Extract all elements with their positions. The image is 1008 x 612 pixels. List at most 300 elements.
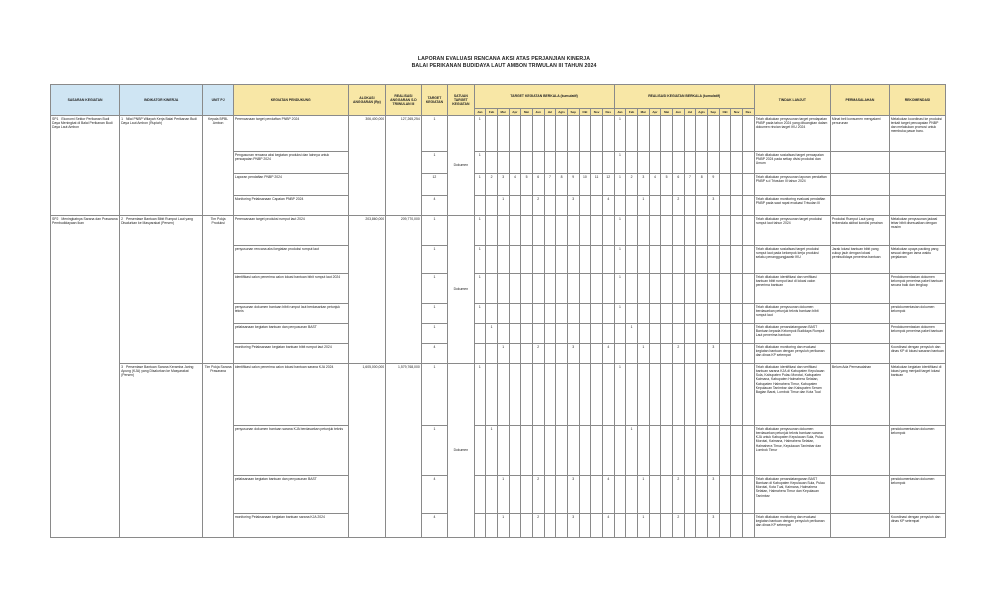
tindak-lanjut-cell: Telah dilakukan penandatanganan BAST Bantuan di Kabupaten Kepulauan Sula, Pulau Morotai, Kota Tual, Kaimana, Halmahera Selatan, Halmahera Timur dan Kepulauan Tanimbar <box>754 476 830 514</box>
permasalahan-cell <box>830 426 889 476</box>
target-month-cell: 12 <box>602 174 614 196</box>
target-month-cell <box>497 274 509 304</box>
target-month-cell <box>497 152 509 174</box>
realisasi-month-cell <box>661 514 673 538</box>
realisasi-month-cell <box>707 116 719 152</box>
header-month: Jul <box>544 109 556 116</box>
realisasi-month-cell <box>742 274 754 304</box>
target-month-cell <box>486 514 498 538</box>
realisasi-month-cell <box>719 196 731 216</box>
target-month-cell <box>509 152 521 174</box>
realisasi-month-cell <box>637 246 649 274</box>
permasalahan-cell: Produksi Rumput Laut yang terkendala akibat kondisi perairan <box>830 216 889 246</box>
header-month: Jan <box>614 109 626 116</box>
realisasi-month-cell <box>626 476 638 514</box>
realisasi-month-cell <box>684 364 696 426</box>
target-month-cell <box>579 426 591 476</box>
target-month-cell: 8 <box>556 174 568 196</box>
target-month-cell <box>591 476 603 514</box>
realisasi-month-cell <box>684 274 696 304</box>
sasaran-cell <box>51 216 120 538</box>
header-month: Okt <box>719 109 731 116</box>
rekomendasi-cell <box>889 174 945 196</box>
target-month-cell: 1 <box>497 476 509 514</box>
target-month-cell <box>509 476 521 514</box>
target-month-cell <box>579 216 591 246</box>
target-month-cell <box>474 196 486 216</box>
realisasi-month-cell <box>661 274 673 304</box>
target-month-cell <box>497 116 509 152</box>
target-month-cell <box>556 196 568 216</box>
target-month-cell <box>591 364 603 426</box>
realisasi-month-cell <box>614 476 626 514</box>
realisasi-month-cell <box>661 216 673 246</box>
alokasi-cell: 1,605,000,000 <box>348 364 386 538</box>
realisasi-month-cell <box>684 216 696 246</box>
target-month-cell <box>602 324 614 344</box>
realisasi-month-cell <box>649 274 661 304</box>
target-month-cell <box>544 426 556 476</box>
rekomendasi-cell: pendokumentasian dokumen kelompok <box>889 476 945 514</box>
realisasi-month-cell <box>626 216 638 246</box>
header-month: Agts <box>556 109 568 116</box>
realisasi-month-cell: 5 <box>661 174 673 196</box>
realisasi-month-cell <box>661 324 673 344</box>
rekomendasi-cell: Melakukan koordinasi ke produksi terkait target pencapaian PNBP dan melakukan promosi untuk membuka pasar baru. <box>889 116 945 152</box>
target-month-cell <box>579 324 591 344</box>
realisasi-month-cell <box>649 324 661 344</box>
target-month-cell <box>579 196 591 216</box>
satuan-cell: Dokumen <box>448 116 474 216</box>
target-cell: 1 <box>421 116 447 152</box>
target-cell: 1 <box>421 216 447 246</box>
realisasi-month-cell <box>696 344 708 364</box>
realisasi-month-cell <box>614 196 626 216</box>
realisasi-month-cell <box>626 344 638 364</box>
target-month-cell <box>486 152 498 174</box>
sasaran-number: SP2 <box>52 216 59 221</box>
realisasi-month-cell <box>614 324 626 344</box>
realisasi-month-cell <box>672 246 684 274</box>
target-month-cell <box>521 274 533 304</box>
unit-cell: Kepala BPBL Ambon <box>203 116 233 216</box>
realisasi-month-cell: 1 <box>637 344 649 364</box>
target-month-cell <box>544 152 556 174</box>
realisasi-month-cell: 9 <box>707 174 719 196</box>
indikator-cell <box>120 216 203 364</box>
sasaran-cell <box>51 116 120 216</box>
realisasi-month-cell <box>661 476 673 514</box>
target-month-cell: 4 <box>602 196 614 216</box>
header-indikator: INDIKATOR KINERJA <box>120 85 203 116</box>
realisasi-month-cell <box>742 344 754 364</box>
realisasi-month-cell: 1 <box>637 196 649 216</box>
realisasi-month-cell: 1 <box>626 426 638 476</box>
target-month-cell: 1 <box>474 116 486 152</box>
target-month-cell <box>497 216 509 246</box>
target-month-cell: 1 <box>474 246 486 274</box>
target-month-cell <box>509 196 521 216</box>
kegiatan-cell: monitoring Pelaksanaan kegiatan bantuan sarana KJA 2024 <box>233 514 348 538</box>
realisasi-month-cell <box>637 216 649 246</box>
header-month: Mei <box>661 109 673 116</box>
realisasi-month-cell <box>731 344 743 364</box>
target-month-cell <box>474 324 486 344</box>
target-cell: 1 <box>421 426 447 476</box>
indikator-number: 3 <box>121 364 123 369</box>
target-month-cell <box>591 246 603 274</box>
header-target-kegiatan: TARGET KEGIATAN <box>421 85 447 116</box>
permasalahan-cell <box>830 514 889 538</box>
realisasi-month-cell <box>661 304 673 324</box>
target-month-cell: 1 <box>497 344 509 364</box>
permasalahan-cell <box>830 344 889 364</box>
target-month-cell <box>521 426 533 476</box>
target-month-cell: 2 <box>532 476 544 514</box>
rekomendasi-cell: pendokumentasian dokumen kelompok <box>889 304 945 324</box>
tindak-lanjut-cell: Telah dilakukan monitoring dan evaluasi kegiatan bantuan dengan penyuluh perikanan dan dinas KP setempat <box>754 344 830 364</box>
target-month-cell <box>544 324 556 344</box>
alokasi-cell: 203,860,000 <box>348 216 386 364</box>
realisasi-month-cell: 2 <box>672 344 684 364</box>
header-month: Nov <box>731 109 743 116</box>
sasaran-number: SP1 <box>52 116 59 121</box>
realisasi-month-cell <box>672 364 684 426</box>
realisasi-month-cell <box>696 116 708 152</box>
target-month-cell <box>591 344 603 364</box>
realisasi-month-cell: 3 <box>707 514 719 538</box>
header-month: Okt <box>579 109 591 116</box>
target-month-cell <box>591 324 603 344</box>
tindak-lanjut-cell: Telah dilakukan penyusunan laporan pendaftan PNBP s.d Triwulan III tahun 2024 <box>754 174 830 196</box>
realisasi-month-cell <box>626 364 638 426</box>
target-month-cell <box>579 344 591 364</box>
realisasi-month-cell: 1 <box>614 116 626 152</box>
target-month-cell <box>509 426 521 476</box>
tindak-lanjut-cell: Telah dilakukan identifikasi dan verifikasi bantuan sarana KJA di Kabupaten Kepulauan Sula, Kabupaten Pulau Morotai, Kabupaten Kaimana, Kabupaten Halmahera Selatan, Kabupaten Halmahera Timur, Kabupaten Kepulauan Tanimbar dan Kabupaten Seram Bagian Barat, Lombok Timur dan Kota Tual <box>754 364 830 426</box>
rekomendasi-cell: Pendokumentasian dokumen kelompok penerima paket bantuan secara baik dan lengkap <box>889 274 945 304</box>
header-realisasi-anggaran: REALISASI ANGGARAN S.D TRIWULAN III <box>386 85 422 116</box>
alokasi-cell: 306,400,000 <box>348 116 386 216</box>
target-month-cell <box>521 196 533 216</box>
realisasi-month-cell <box>696 246 708 274</box>
target-month-cell <box>602 304 614 324</box>
realisasi-month-cell <box>707 152 719 174</box>
target-month-cell <box>486 364 498 426</box>
target-month-cell: 1 <box>474 274 486 304</box>
realisasi-anggaran-cell: 209,770,000 <box>386 216 422 364</box>
target-month-cell <box>497 304 509 324</box>
target-month-cell <box>602 426 614 476</box>
target-month-cell <box>567 364 579 426</box>
realisasi-month-cell <box>731 476 743 514</box>
realisasi-month-cell <box>614 426 626 476</box>
rekomendasi-cell <box>889 152 945 174</box>
realisasi-month-cell <box>637 426 649 476</box>
realisasi-month-cell <box>684 476 696 514</box>
permasalahan-cell: Jarak lokasi bantuan bibit yang cukup jauh dengan lokasi pembudidaya penerima bantuan <box>830 246 889 274</box>
realisasi-month-cell <box>637 152 649 174</box>
realisasi-month-cell <box>719 324 731 344</box>
realisasi-month-cell <box>731 152 743 174</box>
header-month: Apr <box>649 109 661 116</box>
realisasi-month-cell <box>672 152 684 174</box>
realisasi-month-cell <box>707 324 719 344</box>
target-month-cell <box>509 344 521 364</box>
realisasi-month-cell <box>719 174 731 196</box>
kegiatan-cell: penyusunan dokumen bantuan sarana KJA berdasarkan petunjuk teknis <box>233 426 348 476</box>
target-month-cell <box>521 304 533 324</box>
target-month-cell <box>474 514 486 538</box>
table-row <box>51 364 946 426</box>
target-month-cell <box>579 304 591 324</box>
target-month-cell <box>556 514 568 538</box>
realisasi-month-cell <box>731 216 743 246</box>
header-month: Mar <box>637 109 649 116</box>
rekomendasi-cell: Melakukan kegiatan identifikasi di lokasi yang menjadi target lokasi bantuan <box>889 364 945 426</box>
rekomendasi-cell: Melakukan upaya packing yang sesuai dengan lama waktu perjalanan <box>889 246 945 274</box>
realisasi-month-cell: 2 <box>672 476 684 514</box>
target-month-cell <box>486 476 498 514</box>
realisasi-month-cell: 4 <box>649 174 661 196</box>
tindak-lanjut-cell: Telah dilakukan monitoring dan evaluasi kegiatan bantuan dengan penyuluh perikanan dan dinas KP setempat <box>754 514 830 538</box>
target-cell: 1 <box>421 364 447 426</box>
target-month-cell <box>521 364 533 426</box>
table-row <box>51 216 946 246</box>
satuan-cell: Dokumen <box>448 364 474 538</box>
realisasi-month-cell <box>696 514 708 538</box>
target-month-cell <box>474 426 486 476</box>
realisasi-month-cell <box>649 364 661 426</box>
target-month-cell <box>521 246 533 274</box>
realisasi-month-cell <box>649 246 661 274</box>
realisasi-month-cell <box>661 364 673 426</box>
target-month-cell <box>486 344 498 364</box>
tindak-lanjut-cell: Telah dilakukan sosialisasi target pencapaian PNBP 2024 pada setiap divisi produksi dan Umum <box>754 152 830 174</box>
indikator-cell <box>120 364 203 538</box>
realisasi-month-cell <box>684 344 696 364</box>
target-month-cell <box>579 514 591 538</box>
realisasi-month-cell: 3 <box>707 476 719 514</box>
permasalahan-cell <box>830 152 889 174</box>
satuan-cell: Dokumen <box>448 216 474 364</box>
tindak-lanjut-cell: Telah dilakukan penandatanganan BAST Bantuan kepada Kelompok Budidaya Rumput Laut penerima bantuan <box>754 324 830 344</box>
realisasi-month-cell <box>626 274 638 304</box>
target-month-cell <box>509 116 521 152</box>
target-month-cell <box>521 152 533 174</box>
realisasi-month-cell <box>742 152 754 174</box>
header-target-berkala: TARGET KEGIATAN BERKALA (kumulatif) <box>474 85 614 109</box>
realisasi-month-cell <box>684 426 696 476</box>
header-month: Des <box>742 109 754 116</box>
realisasi-month-cell <box>649 344 661 364</box>
realisasi-month-cell <box>707 426 719 476</box>
kegiatan-cell: monitoring Pelaksanaan kegiatan bantuan bibit rumput laut 2024 <box>233 344 348 364</box>
realisasi-month-cell <box>684 514 696 538</box>
realisasi-month-cell <box>719 152 731 174</box>
target-month-cell <box>602 274 614 304</box>
target-month-cell <box>544 196 556 216</box>
target-month-cell <box>602 116 614 152</box>
target-cell: 4 <box>421 344 447 364</box>
target-month-cell <box>544 246 556 274</box>
target-month-cell <box>521 476 533 514</box>
target-month-cell <box>509 216 521 246</box>
realisasi-month-cell <box>649 476 661 514</box>
indikator-text: Nilai PNBP Wilayah Kerja Balai Perikanan Budi Daya Laut Ambon (Rupiah) <box>121 116 197 125</box>
realisasi-month-cell <box>626 514 638 538</box>
target-month-cell: 4 <box>602 476 614 514</box>
realisasi-month-cell <box>696 216 708 246</box>
target-month-cell: 2 <box>532 196 544 216</box>
realisasi-month-cell <box>661 116 673 152</box>
realisasi-month-cell <box>672 304 684 324</box>
target-month-cell <box>591 196 603 216</box>
indikator-text: Persentase Bantuan Sarana Keramba Jaring Apung (KJA) yang Disalurkan ke Masyarakat (Persen) <box>121 364 194 378</box>
target-month-cell: 1 <box>474 364 486 426</box>
target-month-cell <box>556 274 568 304</box>
realisasi-month-cell <box>742 116 754 152</box>
target-month-cell <box>591 426 603 476</box>
realisasi-month-cell <box>684 152 696 174</box>
realisasi-month-cell <box>672 216 684 246</box>
target-month-cell <box>544 304 556 324</box>
header-month: Mei <box>521 109 533 116</box>
header-month: Jun <box>532 109 544 116</box>
target-month-cell <box>474 476 486 514</box>
kegiatan-cell: pelaksanaan kegiatan bantuan dan penyusunan BAST <box>233 324 348 344</box>
realisasi-month-cell <box>672 426 684 476</box>
target-month-cell <box>532 246 544 274</box>
permasalahan-cell: Belum Ada Permasalahan <box>830 364 889 426</box>
indikator-number: 2 <box>121 216 123 221</box>
kegiatan-cell: penyusunan dokumen bantuan bibit rumput laut berdasarkan petunjuk teknis <box>233 304 348 324</box>
target-month-cell <box>544 364 556 426</box>
realisasi-month-cell <box>661 152 673 174</box>
kegiatan-cell: penyusunan rencana aksi kegiatan produksi rumput laut <box>233 246 348 274</box>
realisasi-month-cell: 3 <box>707 344 719 364</box>
target-month-cell: 9 <box>567 174 579 196</box>
target-month-cell: 1 <box>474 152 486 174</box>
target-month-cell <box>521 216 533 246</box>
target-month-cell <box>579 246 591 274</box>
tindak-lanjut-cell: Telah dilakukan penyusunan target produksi rumput laut tahun 2024 <box>754 216 830 246</box>
realisasi-month-cell <box>614 514 626 538</box>
realisasi-month-cell <box>637 116 649 152</box>
header-month: Nov <box>591 109 603 116</box>
target-month-cell <box>532 116 544 152</box>
header-unit: UNIT PJ <box>203 85 233 116</box>
realisasi-month-cell <box>684 246 696 274</box>
target-month-cell: 4 <box>602 514 614 538</box>
kegiatan-cell: Monitoring Pelaksanaan Capaian PNBP 2024 <box>233 196 348 216</box>
realisasi-month-cell <box>742 324 754 344</box>
target-month-cell <box>579 364 591 426</box>
target-month-cell <box>544 344 556 364</box>
realisasi-month-cell <box>731 246 743 274</box>
indikator-number: 1 <box>121 116 123 121</box>
realisasi-month-cell <box>626 246 638 274</box>
target-month-cell <box>509 324 521 344</box>
tindak-lanjut-cell: Telah dilakukan sosialisasi target produksi rumput laut pada kelompok kerja produksi selaku penanggungjawab IKU <box>754 246 830 274</box>
header-kegiatan: KEGIATAN PENDUKUNG <box>233 85 348 116</box>
target-month-cell: 2 <box>532 514 544 538</box>
header-month: Sep <box>567 109 579 116</box>
permasalahan-cell <box>830 196 889 216</box>
realisasi-month-cell <box>742 304 754 324</box>
target-month-cell: 2 <box>532 344 544 364</box>
header-month: Des <box>602 109 614 116</box>
target-month-cell: 3 <box>567 476 579 514</box>
realisasi-month-cell <box>626 196 638 216</box>
header-month: Feb <box>626 109 638 116</box>
header-sasaran: SASARAN KEGIATAN <box>51 85 120 116</box>
realisasi-month-cell <box>637 324 649 344</box>
rekomendasi-cell: Pendokumentasian dokumen kelompok penerima paket bantuan <box>889 324 945 344</box>
report-title: LAPORAN EVALUASI RENCANA AKSI ATAS PERJANJIAN KINERJA <box>417 56 591 62</box>
target-month-cell <box>544 476 556 514</box>
target-month-cell <box>521 324 533 344</box>
realisasi-month-cell <box>707 216 719 246</box>
unit-cell: Tim Pokja Sarana Prasarana <box>203 364 233 538</box>
target-month-cell <box>567 426 579 476</box>
realisasi-month-cell <box>731 324 743 344</box>
realisasi-month-cell: 1 <box>614 216 626 246</box>
header-month: Feb <box>486 109 498 116</box>
realisasi-month-cell <box>731 364 743 426</box>
realisasi-month-cell <box>661 426 673 476</box>
target-month-cell <box>497 246 509 274</box>
target-month-cell <box>509 246 521 274</box>
realisasi-month-cell <box>719 426 731 476</box>
realisasi-month-cell <box>696 364 708 426</box>
realisasi-month-cell <box>707 364 719 426</box>
header-rekomendasi: REKOMENDASI <box>889 85 945 116</box>
target-month-cell <box>509 304 521 324</box>
kegiatan-cell: identifikasi calon penerima calon lokasi bantuan sarana KJA 2024 <box>233 364 348 426</box>
target-month-cell <box>486 274 498 304</box>
realisasi-month-cell <box>649 152 661 174</box>
indikator-cell <box>120 116 203 216</box>
target-month-cell: 5 <box>521 174 533 196</box>
rekomendasi-cell: pendokumentasian dokumen kelompok <box>889 426 945 476</box>
target-month-cell <box>521 344 533 364</box>
realisasi-month-cell: 1 <box>626 324 638 344</box>
realisasi-month-cell <box>684 324 696 344</box>
target-month-cell <box>567 274 579 304</box>
target-month-cell <box>556 216 568 246</box>
permasalahan-cell <box>830 324 889 344</box>
realisasi-month-cell <box>707 304 719 324</box>
realisasi-month-cell <box>742 246 754 274</box>
target-month-cell <box>591 304 603 324</box>
realisasi-month-cell <box>696 152 708 174</box>
permasalahan-cell: Minat beli konsumen mengalami penurunan <box>830 116 889 152</box>
target-month-cell <box>556 344 568 364</box>
realisasi-month-cell <box>731 116 743 152</box>
target-month-cell <box>486 304 498 324</box>
header-permasalahan: PERMASALAHAN <box>830 85 889 116</box>
target-month-cell <box>602 364 614 426</box>
header-satuan: SATUAN TARGET KEGIATAN <box>448 85 474 116</box>
target-month-cell: 1 <box>474 174 486 196</box>
permasalahan-cell <box>830 274 889 304</box>
target-month-cell <box>579 116 591 152</box>
target-month-cell <box>497 364 509 426</box>
target-month-cell <box>544 216 556 246</box>
realisasi-month-cell <box>626 152 638 174</box>
realisasi-month-cell <box>719 216 731 246</box>
